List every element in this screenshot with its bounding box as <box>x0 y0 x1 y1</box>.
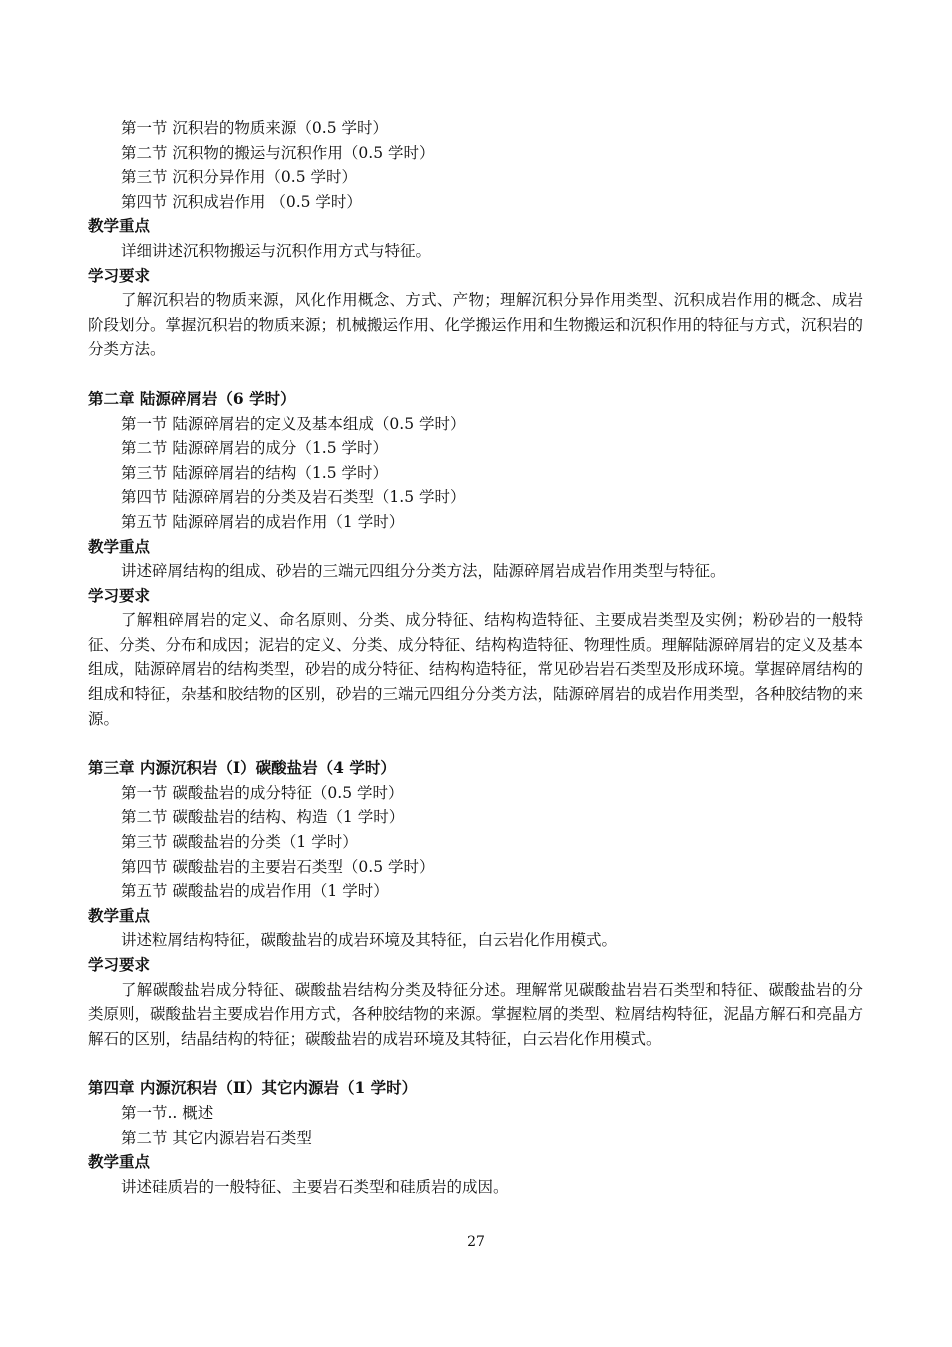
section-line: 第二节 碳酸盐岩的结构、构造（1 学时） <box>121 808 405 827</box>
document-page <box>88 116 863 1199</box>
learning-requirements-text: 了解粗碎屑岩的定义、命名原则、分类、成分特征、结构构造特征、主要成岩类型及实例；粉砂岩的一般特征、分类、分布和成因；泥岩的定义、分类、成分特征、结构构造特征、物理性质。理解陆源碎屑岩的定义及基本组成，陆源碎屑岩的结构类型，砂岩的成分特征、结构构造特征，常见砂岩岩石类型及形成环境。掌握碎屑结构的组成和特征，杂基和胶结物的区别，砂岩的三端元四组分分类方法，陆源碎屑岩的成岩作用类型，各种胶结物的来源。 <box>88 611 864 728</box>
section-line: 第二节 其它内源岩岩石类型 <box>121 1128 312 1147</box>
section-line: 第五节 陆源碎屑岩的成岩作用（1 学时） <box>121 512 405 531</box>
chapter-title: 第三章 内源沉积岩（Ⅰ）碳酸盐岩（4 学时） <box>88 758 396 778</box>
learning-requirements-heading: 学习要求 <box>88 265 151 285</box>
learning-requirements-heading: 学习要求 <box>88 955 151 974</box>
section-line: 第三节 沉积分异作用（0.5 学时） <box>121 168 358 187</box>
teaching-focus-text: 讲述碎屑结构的组成、砂岩的三端元四组分分类方法，陆源碎屑岩成岩作用类型与特征。 <box>121 562 726 581</box>
section-line: 第四节 碳酸盐岩的主要岩石类型（0.5 学时） <box>121 857 435 876</box>
learning-requirements-text: 了解碳酸盐岩成分特征、碳酸盐岩结构分类及特征分述。理解常见碳酸盐岩岩石类型和特征、碳酸盐岩的分类原则，碳酸盐岩主要成岩作用方式，各种胶结物的来源。掌握粒屑的类型、粒屑结构特征，泥晶方解石和亮晶方解石的区别，结晶结构的特征；碳酸盐岩的成岩环境及其特征，白云岩化作用模式。 <box>88 980 864 1048</box>
chapter4-section-list <box>88 1101 863 1150</box>
section-line: 第三节 陆源碎屑岩的结构（1.5 学时） <box>121 463 389 482</box>
section-line: 第一节.. 概述 <box>121 1103 214 1122</box>
teaching-focus-heading: 教学重点 <box>88 536 151 556</box>
intro-section-list <box>88 116 863 214</box>
section-line: 第四节 陆源碎屑岩的分类及岩石类型（1.5 学时） <box>121 488 466 507</box>
section-line: 第一节 碳酸盐岩的成分特征（0.5 学时） <box>121 783 404 802</box>
section-line: 第四节 沉积成岩作用 （0.5 学时） <box>121 192 362 211</box>
teaching-focus-heading: 教学重点 <box>88 905 151 925</box>
section-line: 第五节 碳酸盐岩的成岩作用（1 学时） <box>121 882 389 901</box>
teaching-focus-text: 讲述粒屑结构特征，碳酸盐岩的成岩环境及其特征，白云岩化作用模式。 <box>121 931 618 950</box>
section-line: 第一节 陆源碎屑岩的定义及基本组成（0.5 学时） <box>121 414 466 433</box>
chapter-title: 第四章 内源沉积岩（Ⅱ）其它内源岩（1 学时） <box>88 1078 418 1098</box>
page-number: 27 <box>467 1234 485 1250</box>
chapter2-section-list <box>88 412 863 535</box>
chapter3-section-list <box>88 781 863 904</box>
section-line: 第二节 沉积物的搬运与沉积作用（0.5 学时） <box>121 143 435 162</box>
section-line: 第三节 碳酸盐岩的分类（1 学时） <box>121 833 358 852</box>
chapter-title: 第二章 陆源碎屑岩（6 学时） <box>88 388 296 408</box>
teaching-focus-text: 详细讲述沉积物搬运与沉积作用方式与特征。 <box>121 241 432 260</box>
teaching-focus-text: 讲述硅质岩的一般特征、主要岩石类型和硅质岩的成因。 <box>121 1177 509 1196</box>
learning-requirements-text: 了解沉积岩的物质来源，风化作用概念、方式、产物；理解沉积分异作用类型、沉积成岩作用的概念、成岩阶段划分。掌握沉积岩的物质来源；机械搬运作用、化学搬运作用和生物搬运和沉积作用的特征与方式，沉积岩的分类方法。 <box>88 291 864 359</box>
teaching-focus-heading: 教学重点 <box>88 216 151 236</box>
section-line: 第二节 陆源碎屑岩的成分（1.5 学时） <box>121 439 389 458</box>
learning-requirements-heading: 学习要求 <box>88 585 151 605</box>
section-line: 第一节 沉积岩的物质来源（0.5 学时） <box>121 119 389 137</box>
teaching-focus-heading: 教学重点 <box>88 1152 151 1172</box>
